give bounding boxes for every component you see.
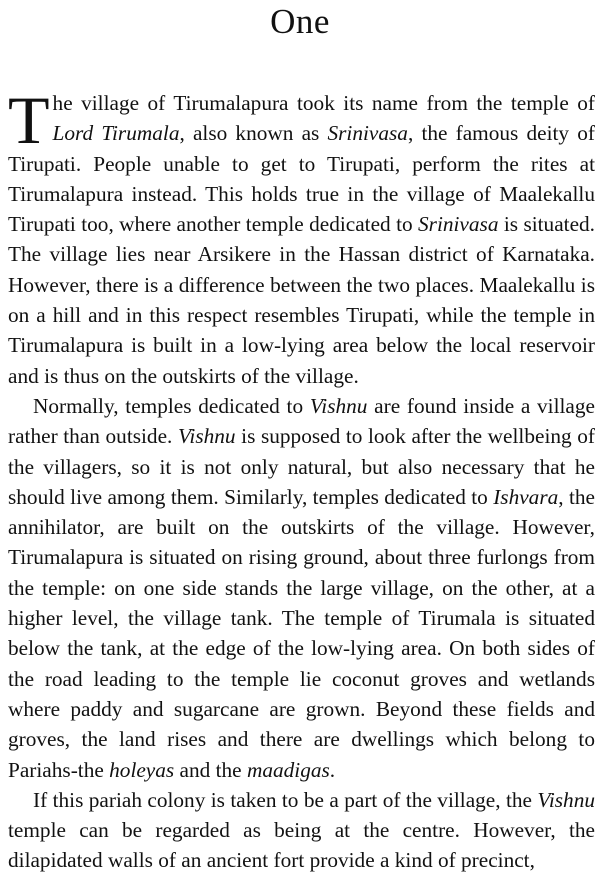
text-run: he village of Tirumalapura took its name from the temple of <box>52 91 595 115</box>
deity-name: Vishnu <box>309 393 368 418</box>
paragraph-1 <box>8 82 596 391</box>
chapter-title: One <box>270 2 330 41</box>
paragraph-2 <box>8 391 595 785</box>
text-run: . <box>329 757 336 782</box>
text-run: is supposed to look after the wellbeing of the villagers, so it is not only natural, but also necessary that he should live among them. Similarly, temples dedicated to <box>8 424 595 509</box>
chapter-body <box>8 82 596 876</box>
deity-name: Vishnu <box>177 424 236 449</box>
deity-name: Srinivasa <box>327 121 408 146</box>
text-run: and the <box>174 757 247 782</box>
community-name: holeyas <box>109 757 175 782</box>
text-run: temple can be regarded as being at the centre. However, the dilapidated walls of an ancient fort provide a kind of precinct, <box>8 818 595 873</box>
text-run: If this pariah colony is taken to be a part of the village, the <box>33 787 538 812</box>
text-run: is situated. The village lies near Arsikere in the Hassan district of Karnataka. However, there is a difference between the two places. Maalekallu is on a hill and in this respect resembles Tirupati, while the temple in Tirumalapura is built in a low-lying area below the local reservoir and is thus on the outskirts of the village. <box>8 212 596 388</box>
paragraph-3 <box>8 785 595 876</box>
deity-name: Vishnu <box>537 787 595 812</box>
text-run: , also known as <box>179 121 328 146</box>
deity-name: Srinivasa <box>418 212 499 237</box>
text-run: , the annihilator, are built on the outskirts of the village. However, Tirumalapura is situated on rising ground, about three furlongs from the temple: on one side stands the large village, on the other, at a higher level, the village tank. The temple of Tirumala is situated below the tank, at the edge of the low-lying area. On both sides of the road leading to the temple lie coconut groves and wetlands where paddy and sugarcane are grown. Beyond these fields and groves, the land rises and there are dwellings which belong to Pariahs-the <box>8 484 595 782</box>
community-name: maadigas <box>246 757 330 782</box>
deity-name: Lord Tirumala <box>52 121 180 146</box>
deity-name: Ishvara <box>493 484 559 509</box>
drop-cap: T <box>8 82 50 158</box>
text-run: are found inside a village rather than outside. <box>8 393 595 449</box>
text-run: Normally, temples dedicated to <box>33 393 310 418</box>
text-run: , the famous deity of Tirupati. People unable to get to Tirupati, perform the rites at Tirumalapura instead. This holds true in the village of Maalekallu Tirupati too, where another temple dedicated to <box>8 121 595 237</box>
